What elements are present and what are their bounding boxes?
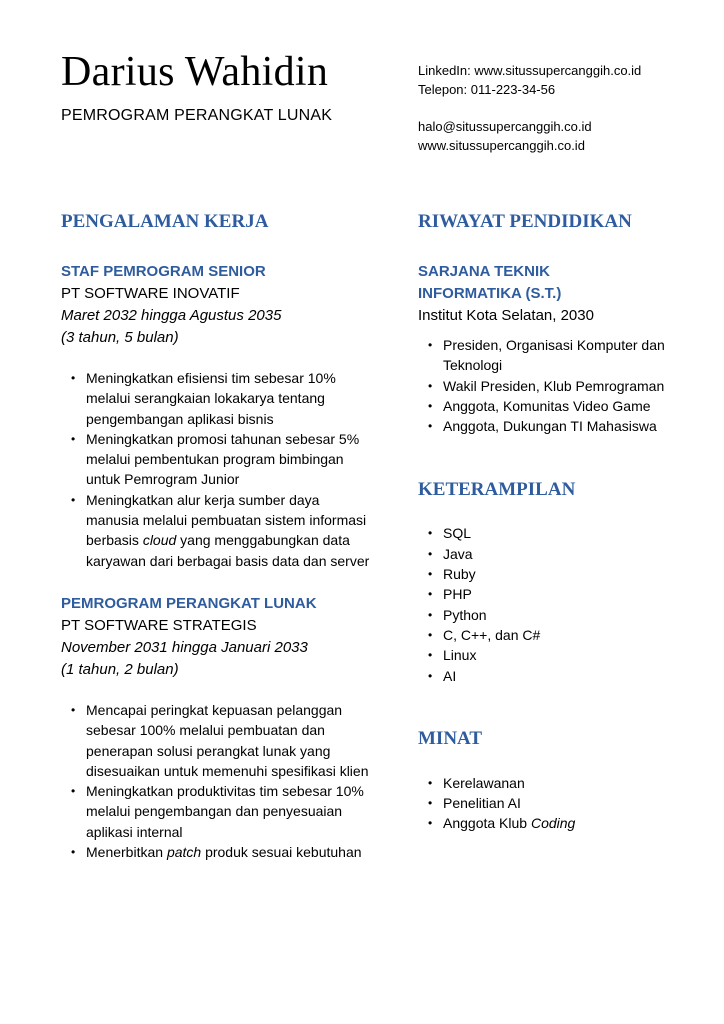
list-item: • AI — [418, 666, 678, 686]
job-company: PT SOFTWARE INOVATIF — [61, 285, 240, 302]
job-title: PEMROGRAM PERANGKAT LUNAK — [61, 594, 317, 612]
email-text: halo@situssupercanggih.co.id — [418, 119, 592, 134]
right-column — [418, 209, 678, 834]
education-bullet-list — [418, 335, 678, 436]
skills-list — [418, 523, 678, 685]
job-duration: (1 tahun, 2 bulan) — [61, 660, 179, 678]
list-item: • Wakil Presiden, Klub Pemrograman — [418, 376, 678, 396]
list-item: • Meningkatkan promosi tahunan sebesar 5% melalui pembentukan program bimbingan untuk Pemrogram Junior — [61, 429, 371, 490]
list-item: • Meningkatkan alur kerja sumber daya manusia melalui pembuatan sistem informasi berbasis cloud yang menggabungkan data karyawan dari berbagai basis data dan server — [61, 490, 371, 571]
list-item: • Menerbitkan patch produk sesuai kebutuhan — [61, 842, 371, 862]
job-bullet-list — [61, 368, 371, 571]
interests-list — [418, 773, 678, 834]
list-item: • Linux — [418, 645, 678, 665]
interests-section — [418, 726, 678, 834]
list-item: • SQL — [418, 523, 678, 543]
list-item: • Presiden, Organisasi Komputer dan Teknologi — [418, 335, 678, 376]
list-item: • Meningkatkan produktivitas tim sebesar 10% melalui pengembangan dan penyesuaian aplikasi internal — [61, 781, 371, 842]
candidate-role: PEMROGRAM PERANGKAT LUNAK — [61, 107, 333, 124]
list-item: • Python — [418, 605, 678, 625]
list-item: • Penelitian AI — [418, 793, 678, 813]
job-entry — [61, 593, 371, 862]
skills-section — [418, 477, 678, 685]
job-period: November 2031 hingga Januari 2033 — [61, 638, 308, 656]
job-duration: (3 tahun, 5 bulan) — [61, 329, 179, 346]
job-title: STAF PEMROGRAM SENIOR — [61, 263, 266, 280]
linkedin-text: LinkedIn: www.situssupercanggih.co.id — [418, 63, 642, 78]
job-bullet-list — [61, 700, 371, 862]
list-item: • Anggota Klub Coding — [418, 813, 678, 833]
education-section — [418, 209, 678, 436]
phone-text: Telepon: 011-223-34-56 — [418, 82, 556, 97]
list-item: • Kerelawanan — [418, 773, 678, 793]
list-item: • Ruby — [418, 564, 678, 584]
list-item: • C, C++, dan C# — [418, 625, 678, 645]
list-item: • Java — [418, 544, 678, 564]
experience-section — [61, 209, 371, 862]
job-period: Maret 2032 hingga Agustus 2035 — [61, 307, 282, 324]
job-entry — [61, 261, 371, 571]
interests-heading: MINAT — [418, 727, 483, 749]
list-item: • PHP — [418, 584, 678, 604]
experience-heading: PENGALAMAN KERJA — [61, 211, 269, 232]
contact-block — [418, 61, 641, 155]
job-company: PT SOFTWARE STRATEGIS — [61, 616, 257, 634]
website-text: www.situssupercanggih.co.id — [418, 138, 585, 153]
candidate-name: Darius Wahidin — [61, 49, 329, 95]
school-name: Institut Kota Selatan, 2030 — [418, 307, 594, 324]
skills-heading: KETERAMPILAN — [418, 479, 576, 501]
degree-title: SARJANA TEKNIK — [418, 263, 550, 280]
education-heading: RIWAYAT PENDIDIKAN — [418, 211, 632, 232]
list-item: • Mencapai peringkat kepuasan pelanggan sebesar 100% melalui pembuatan dan penerapan solusi perangkat lunak yang disesuaikan untuk memenuhi spesifikasi klien — [61, 700, 371, 781]
list-item: • Anggota, Komunitas Video Game — [418, 396, 678, 416]
degree-title-cont: INFORMATIKA (S.T.) — [418, 285, 562, 302]
list-item: • Anggota, Dukungan TI Mahasiswa — [418, 416, 678, 436]
list-item: • Meningkatkan efisiensi tim sebesar 10% melalui serangkaian lokakarya tentang pengembangan aplikasi bisnis — [61, 368, 371, 429]
